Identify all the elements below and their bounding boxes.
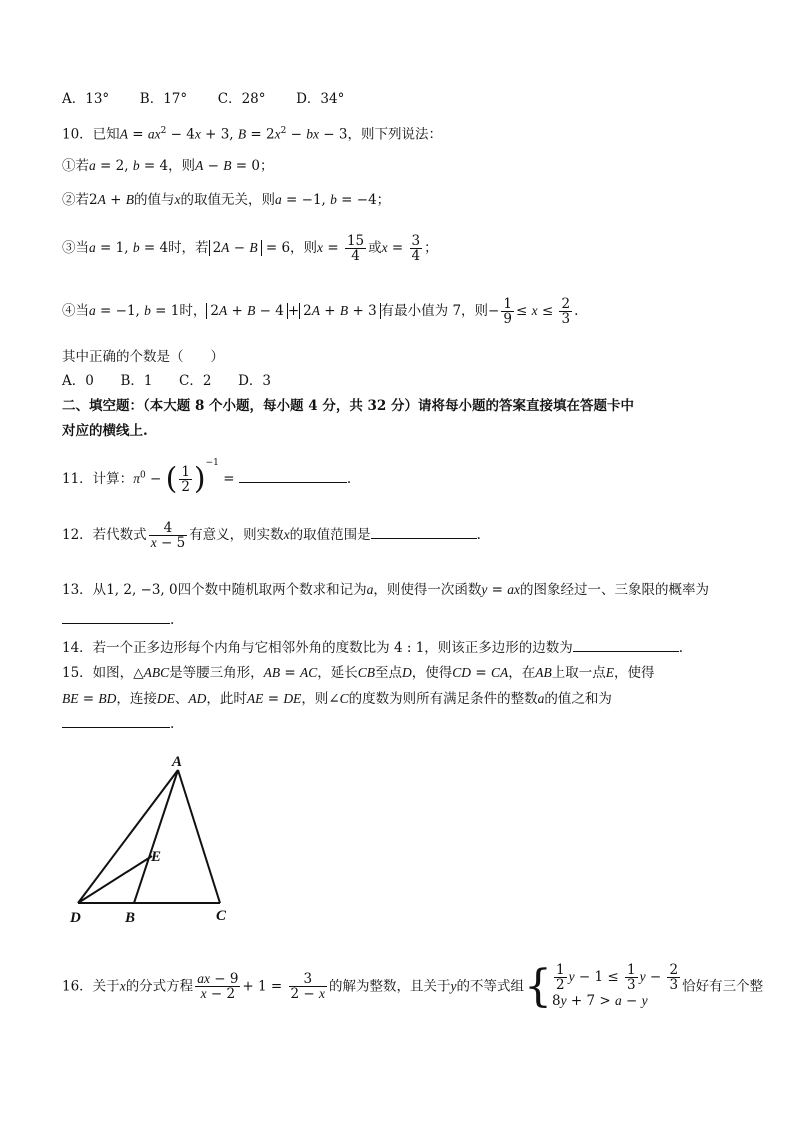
q15-blank-line: . bbox=[62, 717, 744, 733]
q13: 13．从1, 2, −3, 0四个数中随机取两个数求和记为a，则使得一次函数y = ax的图象经过一、三象限的概率为 bbox=[62, 582, 710, 598]
q10-statement-4: ④当a = −1, b = 1时， 2A + B − 4 + 2A + B + 3 有最小值为 7，则− $\frac{1}{9}$ ≤ x ≤ $\frac{2}{3}$ . bbox=[62, 296, 579, 328]
label-d: D bbox=[70, 910, 81, 926]
q10-option-a: A．0 bbox=[62, 373, 94, 389]
inequality-system: $\frac{1}{2}$ y − 1 ≤ $\frac{1}{3}$ y − $\frac{2}{3}$ 8y + 7 > a − y bbox=[552, 962, 679, 1010]
q10-option-c: C．2 bbox=[179, 373, 212, 389]
q10-statement-1: ①若a = 2, b = 4，则A − B = 0； bbox=[62, 158, 274, 174]
q12-answer-blank[interactable] bbox=[371, 538, 477, 539]
q9-option-c: C．28° bbox=[217, 91, 266, 107]
segment-ac bbox=[178, 770, 220, 903]
q14: 14．若一个正多边形每个内角与它相邻外角的度数比为 4 : 1，则该正多边形的边数为 . bbox=[62, 640, 684, 656]
segment-ab bbox=[134, 770, 178, 903]
q12: 12．若代数式 $\frac{4}{x - 5}$ 有意义，则实数x的取值范围是 . bbox=[62, 520, 481, 552]
q9-option-b: B．17° bbox=[139, 91, 188, 107]
q16: 16．关于x的分式方程 $\frac{ax - 9}{x - 2}$ + 1 = $\frac{3}{2 - x}$ 的解为整数，且关于y的不等式组{ $\frac{1}{2}$ y − 1 ≤ $\frac{1}{3}$ y − $\frac{2}{3}$ 8y + 7 > a − y 恰好有三个整 bbox=[62, 960, 764, 1012]
section2-heading: 二、填空题：（本大题 8 个小题，每小题 4 分，共 32 分）请将每小题的答案直接填在答题卡中 bbox=[62, 398, 635, 414]
q10-statement-2: ②若2A + B的值与x的取值无关，则a = −1, b = −4； bbox=[62, 192, 391, 208]
section2-heading-line2: 对应的横线上. bbox=[62, 423, 148, 439]
q15-answer-blank[interactable] bbox=[62, 727, 170, 728]
q9-option-d: D．34° bbox=[296, 91, 345, 107]
q11: 11．计算：$\pi^0$ − ( $\frac{1}{2}$ )$^{-1}$ = . bbox=[62, 458, 352, 497]
label-a: A bbox=[172, 754, 183, 770]
q9-options bbox=[62, 92, 744, 108]
q11-answer-blank[interactable] bbox=[239, 482, 347, 483]
q13-answer-blank[interactable] bbox=[62, 623, 170, 624]
q9-option-a: A．13° bbox=[62, 91, 110, 107]
q15-line1: 15．如图，△ABC是等腰三角形，AB = AC，延长CB至点D，使得CD = CA，在AB上取一点E，使得 bbox=[62, 665, 655, 681]
q10-stem: 10．已知$A = ax^2 - 4x + 3$, $B = 2x^2$ − bx − 3，则下列说法： bbox=[62, 126, 442, 143]
q13-blank-line: . bbox=[62, 613, 744, 629]
q10-options bbox=[62, 374, 744, 390]
q10-question: 其中正确的个数是（ ） bbox=[62, 349, 224, 365]
q15-line2: BE = BD，连接DE、AD，此时AE = DE，则∠C的度数为则所有满足条件的整数a的值之和为 bbox=[62, 691, 612, 707]
q14-answer-blank[interactable] bbox=[573, 651, 679, 652]
q10-option-b: B．1 bbox=[120, 373, 153, 389]
triangle-figure bbox=[60, 750, 250, 930]
segment-ad bbox=[78, 770, 178, 903]
label-c: C bbox=[216, 908, 227, 924]
label-b: B bbox=[125, 910, 136, 926]
q10-option-d: D．3 bbox=[238, 373, 271, 389]
q10-statement-3: ③当a = 1, b = 4时，若 2A − B = 6，则x = $\frac{15}{4}$ 或x = $\frac{3}{4}$ ； bbox=[62, 233, 438, 265]
label-e: E bbox=[151, 849, 162, 865]
